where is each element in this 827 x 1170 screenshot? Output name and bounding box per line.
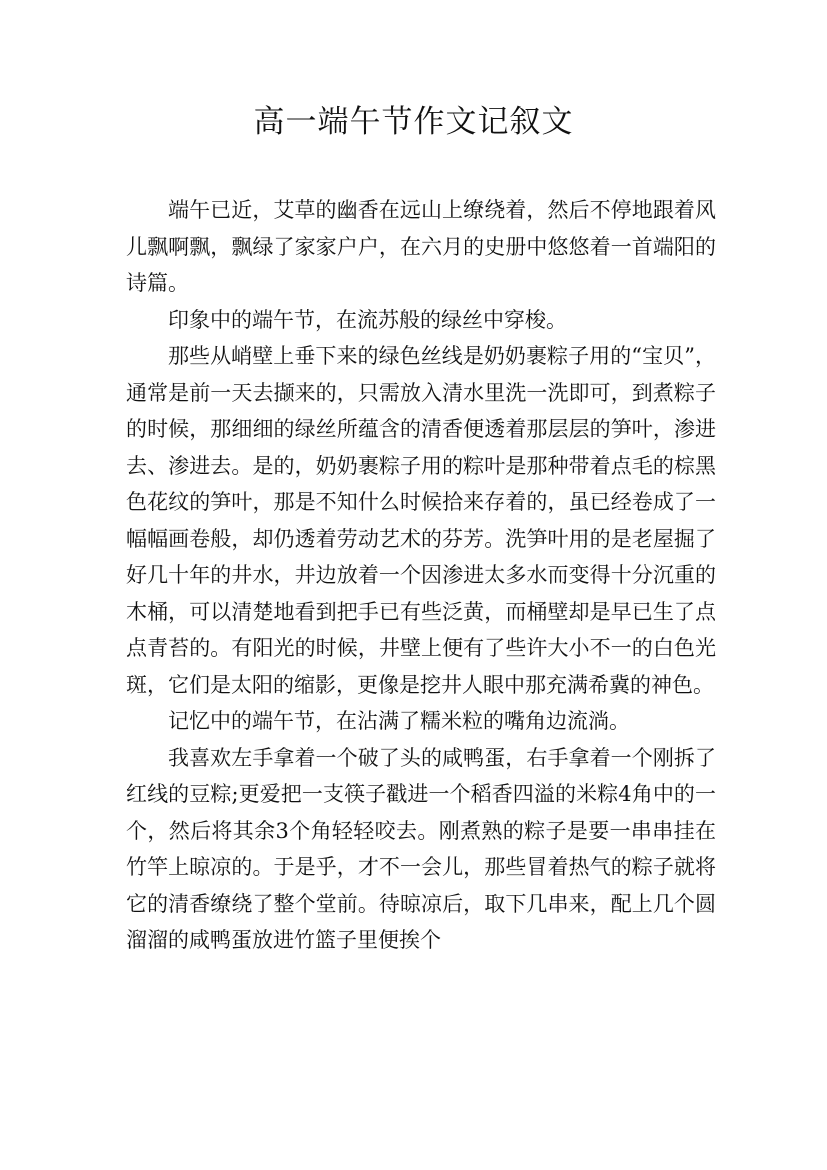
paragraph-3: 那些从峭壁上垂下来的绿色丝线是奶奶裹粽子用的“宝贝”，通常是前一天去撷来的，只需放入清水里洗一洗即可，到煮粽子的时候，那细细的绿丝所蕴含的清香便透着那层层的笋叶，渗进去、渗进去。是的，奶奶裹粽子用的粽叶是那种带着点毛的棕黑色花纹的笋叶，那是不知什么时候拾来存着的，虽已经卷成了一幅幅画卷般，却仍透着劳动艺术的芬芳。洗笋叶用的是老屋掘了好几十年的井水，井边放着一个因渗进太多水而变得十分沉重的木桶，可以清楚地看到把手已有些泛黄，而桶壁却是早已生了点点青苔的。有阳光的时候，井壁上便有了些许大小不一的白色光斑，它们是太阳的缩影，更像是挖井人眼中那充满希冀的神色。 — [126, 344, 716, 697]
paragraph-2: 印象中的端午节，在流苏般的绿丝中穿梭。 — [168, 307, 567, 332]
essay-body — [126, 192, 716, 959]
paragraph-4: 记忆中的端午节，在沾满了糯米粒的嘴角边流淌。 — [168, 709, 630, 733]
paragraph-5: 我喜欢左手拿着一个破了头的咸鸭蛋，右手拿着一个刚拆了红线的豆粽;更爱把一支筷子戳进一个稻香四溢的米粽4角中的一个，然后将其余3个角轻轻咬去。刚煮熟的粽子是要一串串挂在竹竿上晾凉的。于是乎，才不一会儿，那些冒着热气的粽子就将它的清香缭绕了整个堂前。待晾凉后，取下几串来，配上几个圆溜溜的咸鸭蛋放进竹篮子里便挨个 — [126, 745, 716, 952]
paragraph-1: 端午已近，艾草的幽香在远山上缭绕着，然后不停地跟着风儿飘啊飘，飘绿了家家户户，在六月的史册中悠悠着一首端阳的诗篇。 — [126, 198, 716, 295]
page-title: 高一端午节作文记叙文 — [253, 104, 574, 140]
